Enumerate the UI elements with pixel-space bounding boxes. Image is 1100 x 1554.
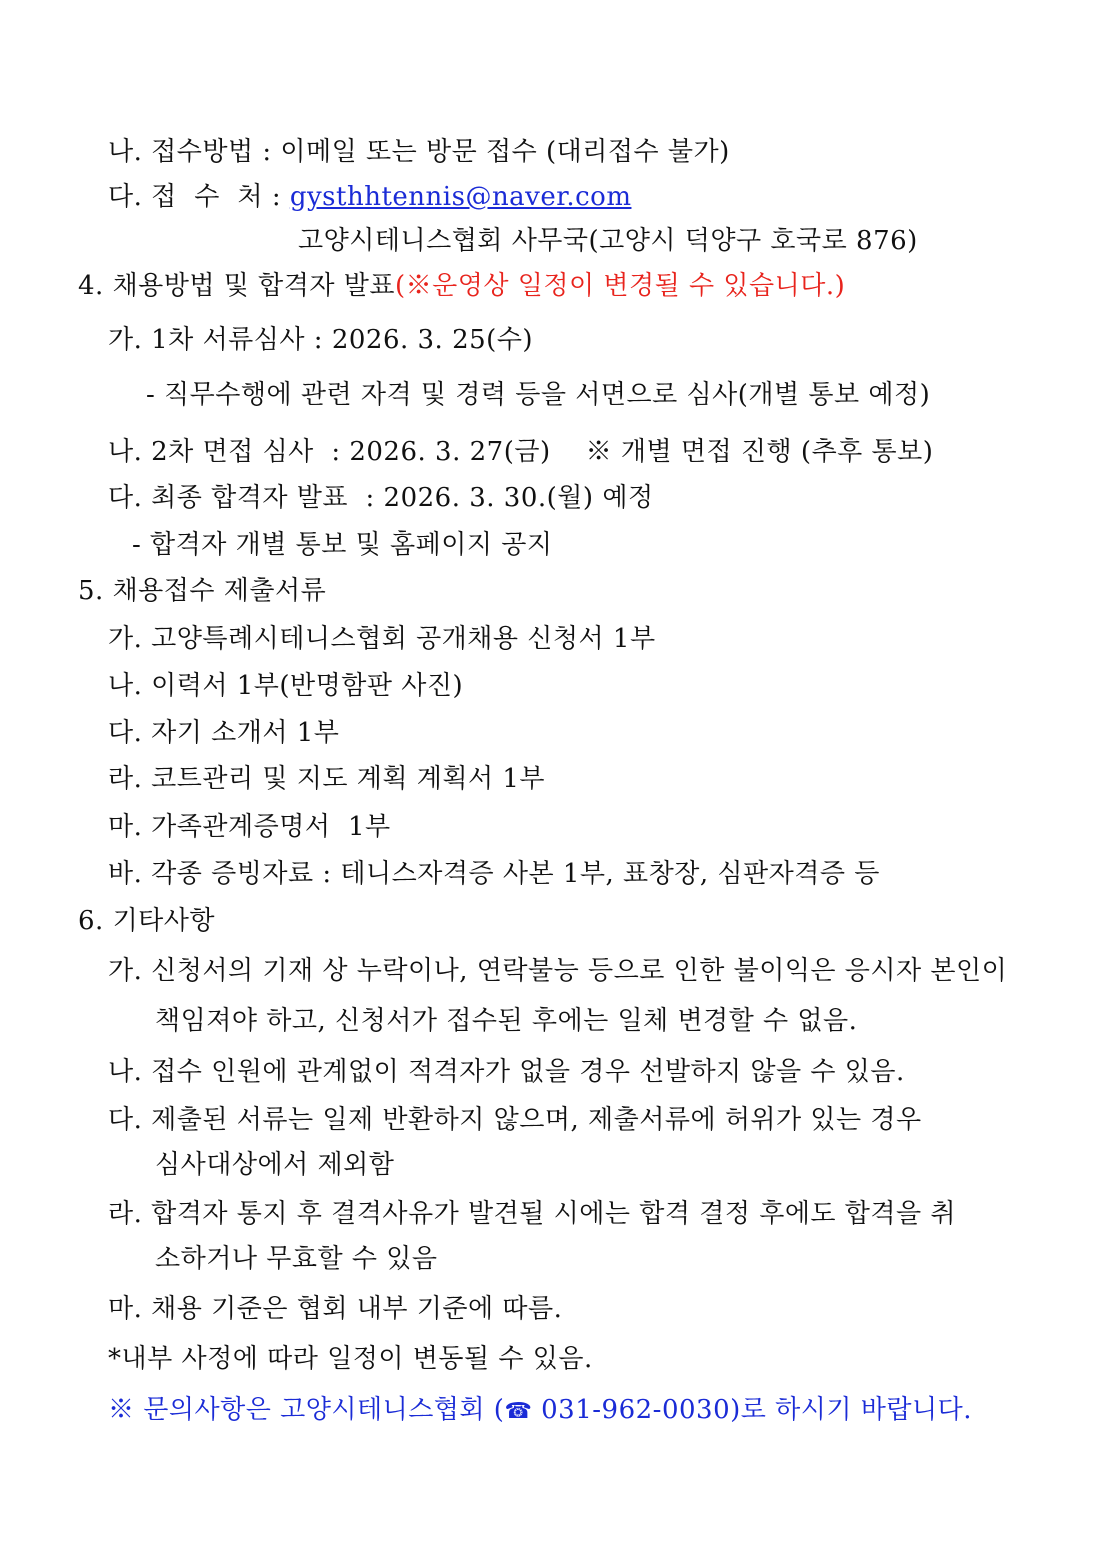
misc-item-b: 나. 접수 인원에 관계없이 적격자가 없을 경우 선발하지 않을 수 있음. — [108, 1057, 905, 1087]
contact-phone-text: 031-962-0030)로 하시기 바랍니다. — [532, 1395, 972, 1425]
doc-item-self-intro: 다. 자기 소개서 1부 — [108, 718, 340, 748]
telephone-icon: ☎ — [504, 1399, 533, 1424]
misc-item-d-line1: 라. 합격자 통지 후 결격사유가 발견될 시에는 합격 결정 후에도 합격을 취 — [108, 1199, 957, 1229]
schedule-change-notice: *내부 사정에 따라 일정이 변동될 수 있음. — [108, 1344, 593, 1374]
misc-item-d-line2: 소하거나 무효할 수 있음 — [155, 1244, 438, 1274]
final-announcement-detail: - 합격자 개별 통보 및 홈페이지 공지 — [132, 530, 553, 560]
section-4-title: 4. 채용방법 및 합격자 발표 — [78, 271, 396, 301]
doc-item-application: 가. 고양특례시테니스협회 공개채용 신청서 1부 — [108, 624, 656, 654]
item-reception-place — [108, 182, 631, 212]
reception-place-label: 다. 접 수 처 : — [108, 182, 290, 212]
doc-item-evidence: 바. 각종 증빙자료 : 테니스자격증 사본 1부, 표창장, 심판자격증 등 — [108, 859, 880, 889]
first-screening-detail: - 직무수행에 관련 자격 및 경력 등을 서면으로 심사(개별 통보 예정) — [146, 380, 931, 410]
misc-item-c-line2: 심사대상에서 제외함 — [155, 1150, 395, 1180]
doc-item-family-cert: 마. 가족관계증명서 1부 — [108, 812, 391, 842]
doc-item-resume: 나. 이력서 1부(반명함판 사진) — [108, 671, 464, 701]
doc-item-court-plan: 라. 코트관리 및 지도 계획 계획서 1부 — [108, 764, 546, 794]
contact-notice — [108, 1395, 972, 1427]
section-4-heading — [78, 271, 845, 301]
section-6-heading: 6. 기타사항 — [78, 906, 216, 936]
section-5-heading: 5. 채용접수 제출서류 — [78, 576, 327, 606]
contact-notice-text: ※ 문의사항은 고양시테니스협회 ( — [108, 1395, 505, 1425]
item-first-screening: 가. 1차 서류심사 : 2026. 3. 25(수) — [108, 325, 534, 355]
misc-item-c-line1: 다. 제출된 서류는 일제 반환하지 않으며, 제출서류에 허위가 있는 경우 — [108, 1105, 922, 1135]
misc-item-a-line1: 가. 신청서의 기재 상 누락이나, 연락불능 등으로 인한 불이익은 응시자 본인이 — [108, 956, 1008, 986]
schedule-change-note: (※운영상 일정이 변경될 수 있습니다.) — [395, 271, 846, 301]
item-reception-method: 나. 접수방법 : 이메일 또는 방문 접수 (대리접수 불가) — [108, 137, 730, 167]
office-address: 고양시테니스협회 사무국(고양시 덕양구 호국로 876) — [298, 226, 918, 256]
misc-item-e: 마. 채용 기준은 협회 내부 기준에 따름. — [108, 1294, 563, 1324]
email-link[interactable]: gysthhtennis@naver.com — [289, 182, 632, 212]
item-second-interview: 나. 2차 면접 심사 : 2026. 3. 27(금) ※ 개별 면접 진행 (추후 통보) — [108, 437, 934, 467]
item-final-announcement: 다. 최종 합격자 발표 : 2026. 3. 30.(월) 예정 — [108, 483, 654, 513]
misc-item-a-line2: 책임져야 하고, 신청서가 접수된 후에는 일체 변경할 수 없음. — [155, 1006, 858, 1036]
